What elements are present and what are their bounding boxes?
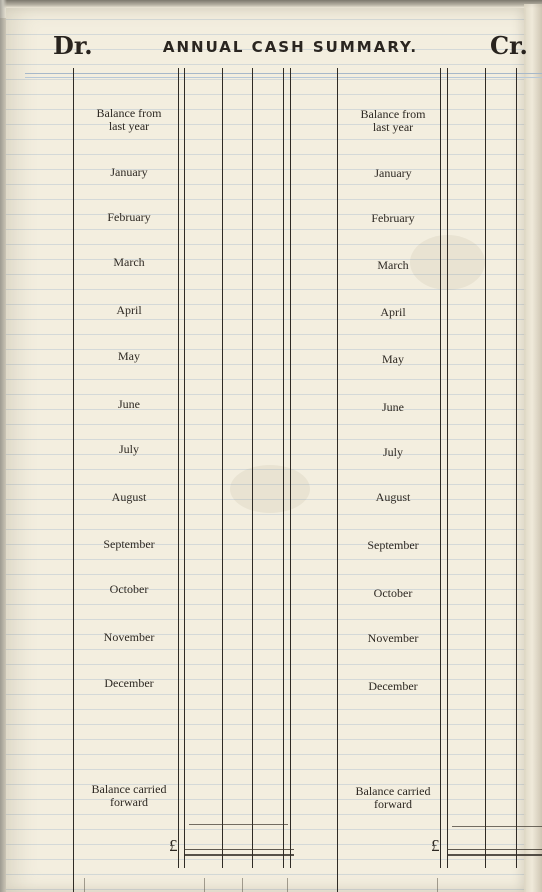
left-total-pound-sign: £: [169, 836, 178, 855]
debit-marker: Dr.: [53, 31, 93, 60]
left-row-june: June: [118, 397, 140, 411]
right-row-balance-from-last-year: Balance from last year: [360, 107, 426, 134]
left-row-august: August: [111, 490, 147, 504]
bottom-page-tick: [287, 878, 288, 892]
right-row-june: June: [382, 400, 404, 414]
left-row-february: February: [107, 210, 151, 224]
left-row-april: April: [116, 303, 142, 317]
page-title: ANNUAL CASH SUMMARY.: [162, 38, 419, 56]
left-row-october: October: [109, 582, 149, 596]
left-row-balance-from-last-year: Balance from last year: [96, 106, 162, 133]
paper-stain: [230, 465, 310, 513]
left-money-column-rule: [222, 68, 223, 868]
right-row-may: May: [382, 352, 404, 366]
book-right-page-edge: [524, 4, 542, 892]
right-money-column-rule: [485, 68, 486, 868]
credit-marker: Cr.: [490, 31, 528, 60]
left-row-balance-carried-forward: Balance carried forward: [91, 782, 167, 809]
right-total-pound-sign: £: [431, 836, 440, 855]
bottom-page-tick: [242, 878, 243, 892]
left-description-column-rule: [73, 68, 74, 892]
left-money-column-rule: [252, 68, 253, 868]
right-row-april: April: [380, 305, 406, 319]
right-row-balance-carried-forward: Balance carried forward: [355, 784, 431, 811]
right-row-december: December: [368, 679, 418, 693]
right-row-august: August: [375, 490, 411, 504]
left-row-december: December: [104, 676, 154, 690]
right-row-march: March: [377, 258, 409, 272]
left-row-november: November: [103, 630, 155, 644]
right-row-november: November: [367, 631, 419, 645]
left-money-column-rule: [290, 68, 291, 868]
left-subtotal-line: [189, 824, 288, 825]
left-row-january: January: [110, 165, 148, 179]
left-money-column-rule: [184, 68, 185, 868]
left-row-march: March: [113, 255, 145, 269]
left-row-september: September: [103, 537, 155, 551]
left-row-may: May: [118, 349, 140, 363]
right-subtotal-line: [452, 826, 542, 827]
right-money-column-rule: [516, 68, 517, 868]
left-row-july: July: [118, 442, 139, 456]
right-total-double-line: [447, 849, 542, 856]
bottom-page-tick: [437, 878, 438, 892]
left-total-double-line: [184, 849, 294, 856]
right-row-july: July: [382, 445, 403, 459]
right-row-october: October: [373, 586, 413, 600]
right-description-column-rule: [337, 68, 338, 892]
right-row-february: February: [371, 211, 415, 225]
right-money-column-rule: [440, 68, 441, 868]
right-money-column-rule: [447, 68, 448, 868]
bottom-page-tick: [204, 878, 205, 892]
left-money-column-rule: [283, 68, 284, 868]
right-row-january: January: [374, 166, 412, 180]
right-row-september: September: [367, 538, 419, 552]
bottom-page-tick: [84, 878, 85, 892]
left-money-column-rule: [178, 68, 179, 868]
